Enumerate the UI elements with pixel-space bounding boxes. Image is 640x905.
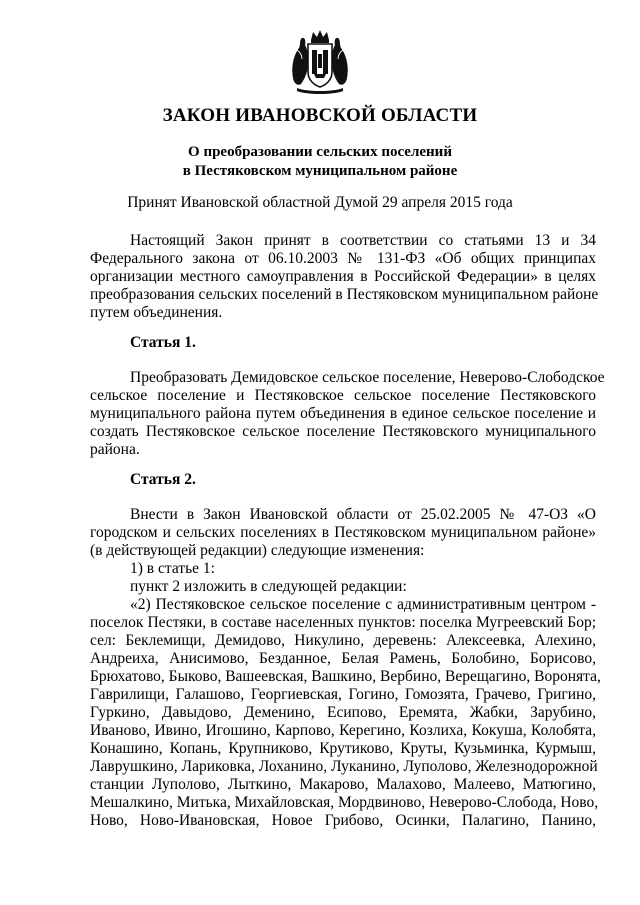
article-2-line: Андреиха, Анисимово, Безданное, Белая Рамень, Болобино, Борисово, <box>90 650 596 667</box>
preamble-line: Настоящий Закон принят в соответствии со статьями 13 и 34 <box>130 232 596 249</box>
article-2-line: Иваново, Ивино, Игошино, Карпово, Керегино, Козлиха, Кокуша, Колобята, <box>90 722 596 739</box>
article-1-line: сельское поселение и Пестяковское сельское поселение Пестяковского <box>90 387 596 404</box>
article-2-line: городском и сельских поселениях в Пестяковском муниципальном районе» <box>90 524 596 541</box>
article-2-line: пункт 2 изложить в следующей редакции: <box>130 578 407 595</box>
article-2-line: сел: Беклемищи, Демидово, Никулино, деревень: Алексеевка, Алехино, <box>90 632 596 649</box>
article-2-line: Лаврушкино, Лариковка, Лоханино, Луканино, Луполово, Железнодорожной <box>90 758 598 775</box>
article-1-heading: Статья 1. <box>130 334 196 351</box>
adoption-statement: Принят Ивановской областной Думой 29 апреля 2015 года <box>127 194 513 211</box>
article-2-line: Ново, Ново-Ивановская, Новое Грибово, Осинки, Палагино, Панино, <box>90 812 596 829</box>
article-2-line: Гаврилищи, Галашово, Георгиевская, Гогино, Гомозята, Грачево, Григино, <box>90 686 596 703</box>
article-2-line: Гуркино, Давыдово, Деменино, Есипово, Еремята, Жабки, Зарубино, <box>90 704 596 721</box>
article-1-line: создать Пестяковское сельское поселение Пестяковского муниципального <box>90 423 596 440</box>
article-1-line: муниципального района путем объединения в единое сельское поселение и <box>90 405 596 422</box>
article-2-line: «2) Пестяковское сельское поселение с административным центром - <box>130 596 596 613</box>
article-2-line: Брюхатово, Быково, Вашеевская, Вашкино, Вербино, Верещагино, Воронята, <box>90 668 601 685</box>
article-1-line: района. <box>90 441 140 458</box>
preamble-line: Федерального закона от 06.10.2003 № 131-ФЗ «Об общих принципах <box>90 250 596 267</box>
article-2-line: Внести в Закон Ивановской области от 25.02.2005 № 47-ОЗ «О <box>130 506 596 523</box>
article-2-heading: Статья 2. <box>130 471 196 488</box>
preamble-paragraph <box>90 232 599 322</box>
article-2-line: Мешалкино, Митька, Михайловская, Мордвиново, Неверово-Слобода, Ново, <box>90 794 599 811</box>
law-title: ЗАКОН ИВАНОВСКОЙ ОБЛАСТИ <box>162 105 478 126</box>
article-2-line: поселок Пестяки, в составе населенных пунктов: поселка Мугреевский Бор; <box>90 614 596 631</box>
article-2-line: Конашино, Копань, Крупниково, Крутиково, Круты, Кузьминка, Курмыш, <box>90 740 596 757</box>
law-subtitle-line-1: О преобразовании сельских поселений <box>188 144 452 160</box>
coat-of-arms-emblem <box>289 28 351 96</box>
article-2-paragraph <box>90 506 601 830</box>
article-2-line: 1) в статье 1: <box>130 560 215 577</box>
law-subtitle-line-2: в Пестяковском муниципальном районе <box>182 163 458 179</box>
article-1-paragraph <box>90 369 605 459</box>
preamble-line: путем объединения. <box>90 304 223 321</box>
preamble-line: организации местного самоуправления в Российской Федерации» в целях <box>90 268 596 285</box>
article-1-line: Преобразовать Демидовское сельское поселение, Неверово-Слободское <box>130 369 605 386</box>
article-2-line: станции Луполово, Лыткино, Макарово, Малахово, Малеево, Матюгино, <box>90 776 596 793</box>
preamble-line: преобразования сельских поселений в Пестяковском муниципальном районе <box>90 286 599 303</box>
article-2-line: (в действующей редакции) следующие изменения: <box>90 542 425 559</box>
